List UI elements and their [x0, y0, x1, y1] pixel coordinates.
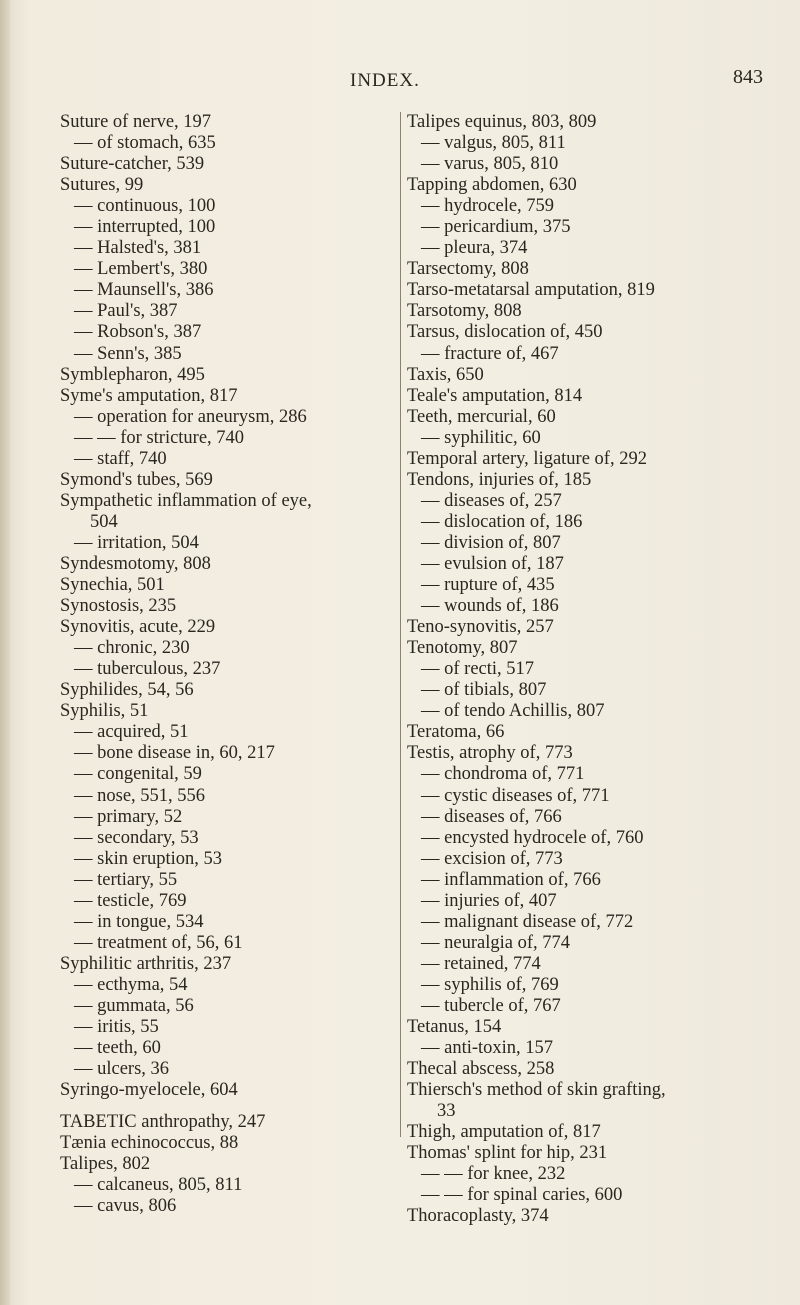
index-entry: Syphilides, 54, 56	[60, 680, 194, 701]
index-entry: Sutures, 99	[60, 175, 144, 196]
index-entry: TABETIC anthropathy, 247	[60, 1112, 266, 1133]
index-subentry: — pleura, 374	[421, 238, 528, 259]
page-binding-edge	[0, 0, 10, 1305]
index-subentry: — chondroma of, 771	[421, 764, 585, 785]
index-subentry: — Halsted's, 381	[74, 238, 202, 259]
index-subentry: — evulsion of, 187	[421, 553, 564, 574]
index-entry-continuation: 33	[437, 1101, 456, 1122]
index-subentry: — — for knee, 232	[421, 1164, 566, 1185]
index-entry: Tenotomy, 807	[407, 638, 518, 659]
index-subentry: — — for spinal caries, 600	[421, 1185, 623, 1206]
index-subentry: — of recti, 517	[421, 659, 535, 680]
index-subentry: — varus, 805, 810	[421, 154, 559, 175]
index-subentry: — of tibials, 807	[421, 680, 547, 701]
index-subentry: — — for stricture, 740	[74, 427, 245, 448]
index-subentry: — secondary, 53	[74, 827, 199, 848]
index-subentry: — Paul's, 387	[74, 301, 178, 322]
index-subentry: — tertiary, 55	[74, 869, 178, 890]
index-subentry: — syphilitic, 60	[421, 427, 541, 448]
index-subentry: — of stomach, 635	[74, 133, 216, 154]
index-subentry: — iritis, 55	[74, 1017, 159, 1038]
index-column-left	[60, 112, 450, 1217]
index-entry: Tetanus, 154	[407, 1017, 502, 1038]
index-entry: Symond's tubes, 569	[60, 469, 213, 490]
index-subentry: — retained, 774	[421, 953, 541, 974]
index-subentry: — operation for aneurysm, 286	[74, 406, 307, 427]
index-subentry: — interrupted, 100	[74, 217, 216, 238]
index-subentry: — diseases of, 766	[421, 806, 562, 827]
index-entry: Talipes equinus, 803, 809	[407, 112, 597, 132]
index-subentry: — irritation, 504	[74, 532, 199, 553]
index-subentry: — treatment of, 56, 61	[74, 932, 243, 953]
index-entry: Synechia, 501	[60, 575, 165, 596]
index-entry: Thigh, amputation of, 817	[407, 1122, 601, 1143]
running-header-title: INDEX.	[350, 70, 420, 91]
index-subentry: — syphilis of, 769	[421, 974, 559, 995]
index-entry: Synovitis, acute, 229	[60, 617, 216, 638]
index-subentry: — skin eruption, 53	[74, 848, 222, 869]
index-entry: Tendons, injuries of, 185	[407, 469, 592, 490]
index-entry: Taxis, 650	[407, 364, 484, 385]
index-entry: Syndesmotomy, 808	[60, 553, 211, 574]
index-subentry: — Lembert's, 380	[74, 259, 208, 280]
index-entry: Syme's amputation, 817	[60, 385, 238, 406]
index-subentry: — Robson's, 387	[74, 322, 202, 343]
index-subentry: — ulcers, 36	[74, 1059, 170, 1080]
index-entry: Tarsus, dislocation of, 450	[407, 322, 603, 343]
page-number: 843	[733, 66, 763, 88]
index-subentry: — congenital, 59	[74, 764, 202, 785]
index-entry: Temporal artery, ligature of, 292	[407, 448, 647, 469]
index-subentry: — encysted hydrocele of, 760	[421, 827, 644, 848]
index-entry: Tarso-metatarsal amputation, 819	[407, 280, 655, 301]
index-column-right	[400, 112, 797, 1227]
index-entry: Synostosis, 235	[60, 596, 177, 617]
index-subentry: — tuberculous, 237	[74, 659, 221, 680]
index-entry: Thoracoplasty, 374	[407, 1206, 549, 1227]
index-subentry: — inflammation of, 766	[421, 869, 601, 890]
index-subentry: — of tendo Achillis, 807	[421, 701, 605, 722]
index-entry: Thecal abscess, 258	[407, 1059, 555, 1080]
index-subentry: — fracture of, 467	[421, 343, 559, 364]
index-subentry: — neuralgia of, 774	[421, 932, 570, 953]
index-subentry: — teeth, 60	[74, 1038, 161, 1059]
index-subentry: — pericardium, 375	[421, 217, 571, 238]
index-subentry: — nose, 551, 556	[74, 785, 206, 806]
index-subentry: — cavus, 806	[74, 1196, 177, 1217]
index-entry: Teratoma, 66	[407, 722, 505, 743]
index-subentry: — tubercle of, 767	[421, 995, 561, 1016]
index-subentry: — calcaneus, 805, 811	[74, 1175, 243, 1196]
index-subentry: — staff, 740	[74, 448, 167, 469]
index-entry: Sympathetic inflammation of eye,	[60, 490, 312, 511]
index-subentry: — cystic diseases of, 771	[421, 785, 610, 806]
index-entry: Suture-catcher, 539	[60, 154, 205, 175]
index-entry: Teeth, mercurial, 60	[407, 406, 556, 427]
index-subentry: — wounds of, 186	[421, 596, 559, 617]
index-entry: Symblepharon, 495	[60, 364, 205, 385]
index-subentry: — acquired, 51	[74, 722, 189, 743]
index-entry: Syringo-myelocele, 604	[60, 1080, 238, 1101]
index-entry: Tænia echinococcus, 88	[60, 1133, 239, 1154]
index-subentry: — primary, 52	[74, 806, 183, 827]
index-subentry: — division of, 807	[421, 532, 561, 553]
index-subentry: — in tongue, 534	[74, 911, 204, 932]
index-subentry: — continuous, 100	[74, 196, 216, 217]
index-subentry: — rupture of, 435	[421, 575, 555, 596]
index-entry: Talipes, 802	[60, 1154, 151, 1175]
index-subentry: — Maunsell's, 386	[74, 280, 214, 301]
index-entry: Tarsectomy, 808	[407, 259, 529, 280]
index-entry: Suture of nerve, 197	[60, 112, 212, 132]
index-subentry: — excision of, 773	[421, 848, 563, 869]
index-subentry: — bone disease in, 60, 217	[74, 743, 275, 764]
index-subentry: — Senn's, 385	[74, 343, 182, 364]
index-entry: Thiersch's method of skin grafting,	[407, 1080, 666, 1101]
index-entry: Thomas' splint for hip, 231	[407, 1143, 608, 1164]
index-entry: Teno-synovitis, 257	[407, 617, 554, 638]
index-subentry: — anti-toxin, 157	[421, 1038, 554, 1059]
index-entry: Testis, atrophy of, 773	[407, 743, 573, 764]
index-entry-continuation: 504	[90, 511, 118, 532]
index-entry: Syphilis, 51	[60, 701, 149, 722]
index-entry: Teale's amputation, 814	[407, 385, 583, 406]
index-subentry: — valgus, 805, 811	[421, 133, 566, 154]
index-entry: Syphilitic arthritis, 237	[60, 953, 232, 974]
index-subentry: — hydrocele, 759	[421, 196, 555, 217]
index-subentry: — malignant disease of, 772	[421, 911, 634, 932]
section-gap	[60, 1101, 450, 1112]
index-subentry: — gummata, 56	[74, 995, 194, 1016]
index-entry: Tarsotomy, 808	[407, 301, 522, 322]
index-subentry: — dislocation of, 186	[421, 511, 583, 532]
index-subentry: — chronic, 230	[74, 638, 190, 659]
index-subentry: — diseases of, 257	[421, 490, 562, 511]
index-entry: Tapping abdomen, 630	[407, 175, 577, 196]
index-subentry: — injuries of, 407	[421, 890, 557, 911]
index-subentry: — testicle, 769	[74, 890, 187, 911]
index-subentry: — ecthyma, 54	[74, 974, 188, 995]
